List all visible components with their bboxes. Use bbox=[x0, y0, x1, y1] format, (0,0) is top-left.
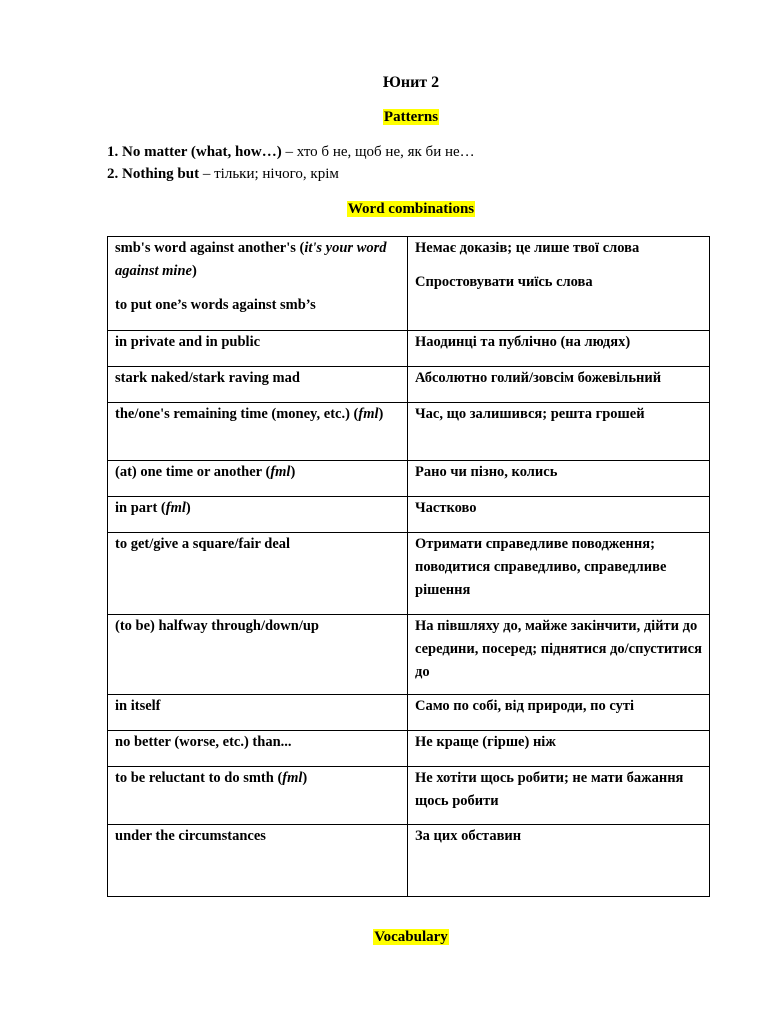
row-en-text: (to be) halfway through/down/up bbox=[115, 618, 319, 634]
row-ua-text: Абсолютно голий/зовсім божевільний bbox=[415, 370, 662, 386]
table-cell-en bbox=[108, 331, 408, 367]
row-1-en1-b: ) bbox=[191, 263, 197, 279]
row-ua-text: За цих обставин bbox=[415, 828, 522, 844]
table-cell-ua bbox=[408, 461, 710, 497]
row-en-text: the/one's remaining time (money, etc.) ( bbox=[115, 406, 359, 422]
row-en-close: ) bbox=[302, 770, 308, 786]
row-1-en2: to put one’s words against smb’s bbox=[115, 297, 316, 313]
row-ua-text: На півшляху до, майже закінчити, дійти до середини, посеред; піднятися до/спуститися до bbox=[415, 618, 702, 680]
table-cell-ua bbox=[408, 533, 710, 615]
row-en-text: no better (worse, etc.) than... bbox=[115, 734, 292, 750]
table-cell-ua bbox=[408, 767, 710, 825]
patterns-heading: Patterns bbox=[383, 109, 439, 125]
row-en-text: under the circumstances bbox=[115, 828, 266, 844]
table-cell-en bbox=[108, 461, 408, 497]
table-cell-ua bbox=[408, 331, 710, 367]
pattern-1 bbox=[107, 144, 475, 161]
table-cell-en bbox=[108, 497, 408, 533]
table-cell-en bbox=[108, 767, 408, 825]
table-cell-en bbox=[108, 731, 408, 767]
table-row bbox=[108, 695, 710, 731]
pattern-2 bbox=[107, 166, 339, 183]
table-cell-ua bbox=[408, 615, 710, 695]
row-1-ua1: Немає доказів; це лише твої слова bbox=[415, 240, 640, 256]
table-cell-en bbox=[108, 825, 408, 897]
table-row bbox=[108, 731, 710, 767]
row-en-italic: fml bbox=[358, 406, 379, 422]
row-ua-text: Не хотіти щось робити; не мати бажання щось робити bbox=[415, 770, 684, 809]
table-row bbox=[108, 237, 710, 331]
row-en-text: in part ( bbox=[115, 500, 166, 516]
table-cell-en bbox=[108, 615, 408, 695]
table-cell-ua bbox=[408, 403, 710, 461]
table-row bbox=[108, 331, 710, 367]
row-1-en1-a: smb's word against another's ( bbox=[115, 240, 305, 256]
table-cell-ua bbox=[408, 367, 710, 403]
row-en-close: ) bbox=[290, 464, 296, 480]
pattern-1-dash: – bbox=[281, 144, 297, 160]
table-cell-ua bbox=[408, 731, 710, 767]
table-cell-ua bbox=[408, 825, 710, 897]
row-en-text: to be reluctant to do smth ( bbox=[115, 770, 283, 786]
pattern-2-ua: тільки; нічого, крім bbox=[214, 166, 339, 182]
table-cell-ua bbox=[408, 237, 710, 331]
table-row bbox=[108, 825, 710, 897]
patterns-heading-wrap bbox=[0, 109, 768, 126]
table-row bbox=[108, 615, 710, 695]
pattern-2-en: Nothing but bbox=[122, 166, 200, 182]
row-1-en1-italic: it's your word against mine bbox=[115, 240, 387, 279]
row-en-italic: fml bbox=[270, 464, 291, 480]
word-combinations-table bbox=[107, 236, 710, 897]
table-row bbox=[108, 403, 710, 461]
row-ua-text: Частково bbox=[415, 500, 477, 516]
unit-title: Юнит 2 bbox=[382, 74, 440, 91]
table-cell-en bbox=[108, 533, 408, 615]
pattern-1-en: No matter (what, how…) bbox=[122, 144, 282, 160]
row-en-italic: fml bbox=[282, 770, 303, 786]
table-row bbox=[108, 767, 710, 825]
table-row bbox=[108, 367, 710, 403]
row-en-close: ) bbox=[378, 406, 384, 422]
table-row bbox=[108, 461, 710, 497]
pattern-2-num: 2. bbox=[107, 166, 119, 182]
word-combinations-heading: Word combinations bbox=[347, 201, 475, 217]
table-cell-en bbox=[108, 695, 408, 731]
row-en-text: (at) one time or another ( bbox=[115, 464, 271, 480]
row-en-italic: fml bbox=[165, 500, 186, 516]
pattern-1-num: 1. bbox=[107, 144, 119, 160]
vocabulary-heading-wrap bbox=[0, 929, 768, 946]
table-cell-ua bbox=[408, 695, 710, 731]
row-ua-text: Не краще (гірше) ніж bbox=[415, 734, 556, 750]
pattern-1-ua: хто б не, щоб не, як би не… bbox=[296, 144, 475, 160]
row-en-close: ) bbox=[185, 500, 191, 516]
row-en-text: in itself bbox=[115, 698, 161, 714]
row-ua-text: Рано чи пізно, колись bbox=[415, 464, 558, 480]
row-en-text: in private and in public bbox=[115, 334, 261, 350]
row-1-ua2: Спростовувати чиїсь слова bbox=[415, 274, 593, 290]
vocabulary-heading: Vocabulary bbox=[374, 929, 448, 945]
row-ua-text: Само по собі, від природи, по суті bbox=[415, 698, 635, 714]
table-row bbox=[108, 497, 710, 533]
table-cell-ua bbox=[408, 497, 710, 533]
row-en-text: to get/give a square/fair deal bbox=[115, 536, 291, 552]
table-cell-en bbox=[108, 367, 408, 403]
table-cell-en bbox=[108, 403, 408, 461]
row-ua-text: Час, що залишився; решта грошей bbox=[415, 406, 645, 422]
pattern-2-dash: – bbox=[199, 166, 215, 182]
table-cell-en bbox=[108, 237, 408, 331]
row-ua-text: Наодинці та публічно (на людях) bbox=[415, 334, 631, 350]
row-ua-text: Отримати справедливе поводження; поводитися справедливо, справедливе рішення bbox=[415, 536, 667, 598]
row-en-text: stark naked/stark raving mad bbox=[115, 370, 300, 386]
word-combinations-heading-wrap bbox=[0, 201, 768, 218]
table-row bbox=[108, 533, 710, 615]
